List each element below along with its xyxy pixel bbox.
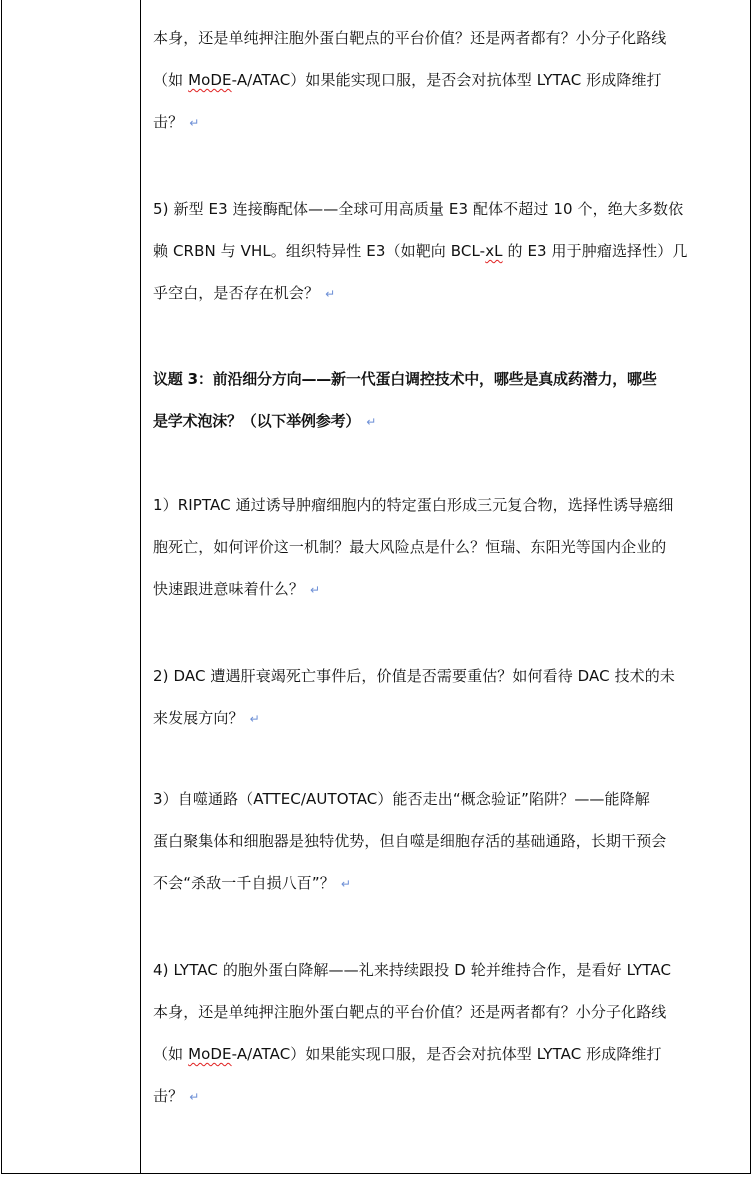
text-line xyxy=(153,862,748,905)
text-line xyxy=(153,230,748,272)
text-line xyxy=(153,526,748,568)
text-line xyxy=(153,400,748,443)
paragraph-mark-icon: ↵ xyxy=(325,287,336,301)
text-segment: 本身，还是单纯押注胞外蛋白靶点的平台价值？还是两者都有？小分子化路线 xyxy=(153,29,667,47)
text-segment: 3）自噬通路（ATTEC/AUTOTAC）能否走出“概念验证”陷阱？——能降解 xyxy=(153,790,650,808)
paragraph-lytac xyxy=(153,949,748,1118)
text-line xyxy=(153,568,748,611)
text-segment: 是学术泡沫？（以下举例参考） xyxy=(153,412,361,430)
paragraph-mark-icon: ↵ xyxy=(249,712,260,726)
paragraph-mark-icon: ↵ xyxy=(340,877,351,891)
text-line xyxy=(153,59,748,101)
text-line xyxy=(153,358,748,400)
spellcheck-flagged-word: xL xyxy=(485,242,503,260)
text-segment: 不会“杀敌一千自损八百”？ xyxy=(153,874,335,892)
heading-topic-3 xyxy=(153,358,748,443)
text-segment: 5) 新型 E3 连接酶配体——全球可用高质量 E3 配体不超过 10 个，绝大多数依 xyxy=(153,200,684,218)
text-segment: 赖 CRBN 与 VHL。组织特异性 E3（如靶向 BCL- xyxy=(153,242,486,260)
text-line xyxy=(153,188,748,230)
text-segment: （如 xyxy=(153,71,189,89)
table-content-cell[interactable] xyxy=(142,0,750,1173)
text-segment: 议题 3：前沿细分方向——新一代蛋白调控技术中，哪些是真成药潜力，哪些 xyxy=(153,370,657,388)
document-table xyxy=(1,0,751,1174)
text-line xyxy=(153,778,748,820)
paragraph-riptac xyxy=(153,484,748,611)
text-line xyxy=(153,697,748,740)
text-line xyxy=(153,101,748,144)
text-segment: 击？ xyxy=(153,1087,184,1105)
text-segment: 乎空白，是否存在机会？ xyxy=(153,284,320,302)
text-line xyxy=(153,272,748,315)
text-line xyxy=(153,17,748,59)
text-segment: 蛋白聚集体和细胞器是独特优势，但自噬是细胞存活的基础通路，长期干预会 xyxy=(153,832,667,850)
paragraph-dac xyxy=(153,655,748,740)
paragraph-mark-icon: ↵ xyxy=(189,116,200,130)
text-segment: 4) LYTAC 的胞外蛋白降解——礼来持续跟投 D 轮并维持合作，是看好 LYTAC xyxy=(153,961,672,979)
text-segment: 1）RIPTAC 通过诱导肿瘤细胞内的特定蛋白形成三元复合物，选择性诱导癌细 xyxy=(153,496,674,514)
text-line xyxy=(153,1033,748,1075)
text-segment: 胞死亡，如何评价这一机制？最大风险点是什么？恒瑞、东阳光等国内企业的 xyxy=(153,538,667,556)
text-line xyxy=(153,1075,748,1118)
paragraph-lytac-continued xyxy=(153,17,748,144)
text-segment: 2) DAC 遭遇肝衰竭死亡事件后，价值是否需要重估？如何看待 DAC 技术的未 xyxy=(153,667,675,685)
text-line xyxy=(153,655,748,697)
spellcheck-flagged-word: MoDE xyxy=(188,71,232,89)
text-line xyxy=(153,949,748,991)
paragraph-autophagy xyxy=(153,778,748,905)
paragraph-mark-icon: ↵ xyxy=(189,1090,200,1104)
text-line xyxy=(153,991,748,1033)
text-segment: （如 xyxy=(153,1045,189,1063)
text-segment: 的 E3 用于肿瘤选择性）几 xyxy=(502,242,688,260)
paragraph-mark-icon: ↵ xyxy=(366,415,377,429)
paragraph-mark-icon: ↵ xyxy=(310,583,321,597)
paragraph-e3-ligand xyxy=(153,188,748,315)
text-segment: -A/ATAC）如果能实现口服，是否会对抗体型 LYTAC 形成降维打 xyxy=(231,71,662,89)
text-segment: 来发展方向？ xyxy=(153,709,244,727)
text-line xyxy=(153,820,748,862)
table-column-divider xyxy=(140,0,141,1173)
text-segment: -A/ATAC）如果能实现口服，是否会对抗体型 LYTAC 形成降维打 xyxy=(231,1045,662,1063)
text-segment: 本身，还是单纯押注胞外蛋白靶点的平台价值？还是两者都有？小分子化路线 xyxy=(153,1003,667,1021)
spellcheck-flagged-word: MoDE xyxy=(188,1045,232,1063)
text-segment: 击？ xyxy=(153,113,184,131)
text-line xyxy=(153,484,748,526)
text-segment: 快速跟进意味着什么？ xyxy=(153,580,305,598)
